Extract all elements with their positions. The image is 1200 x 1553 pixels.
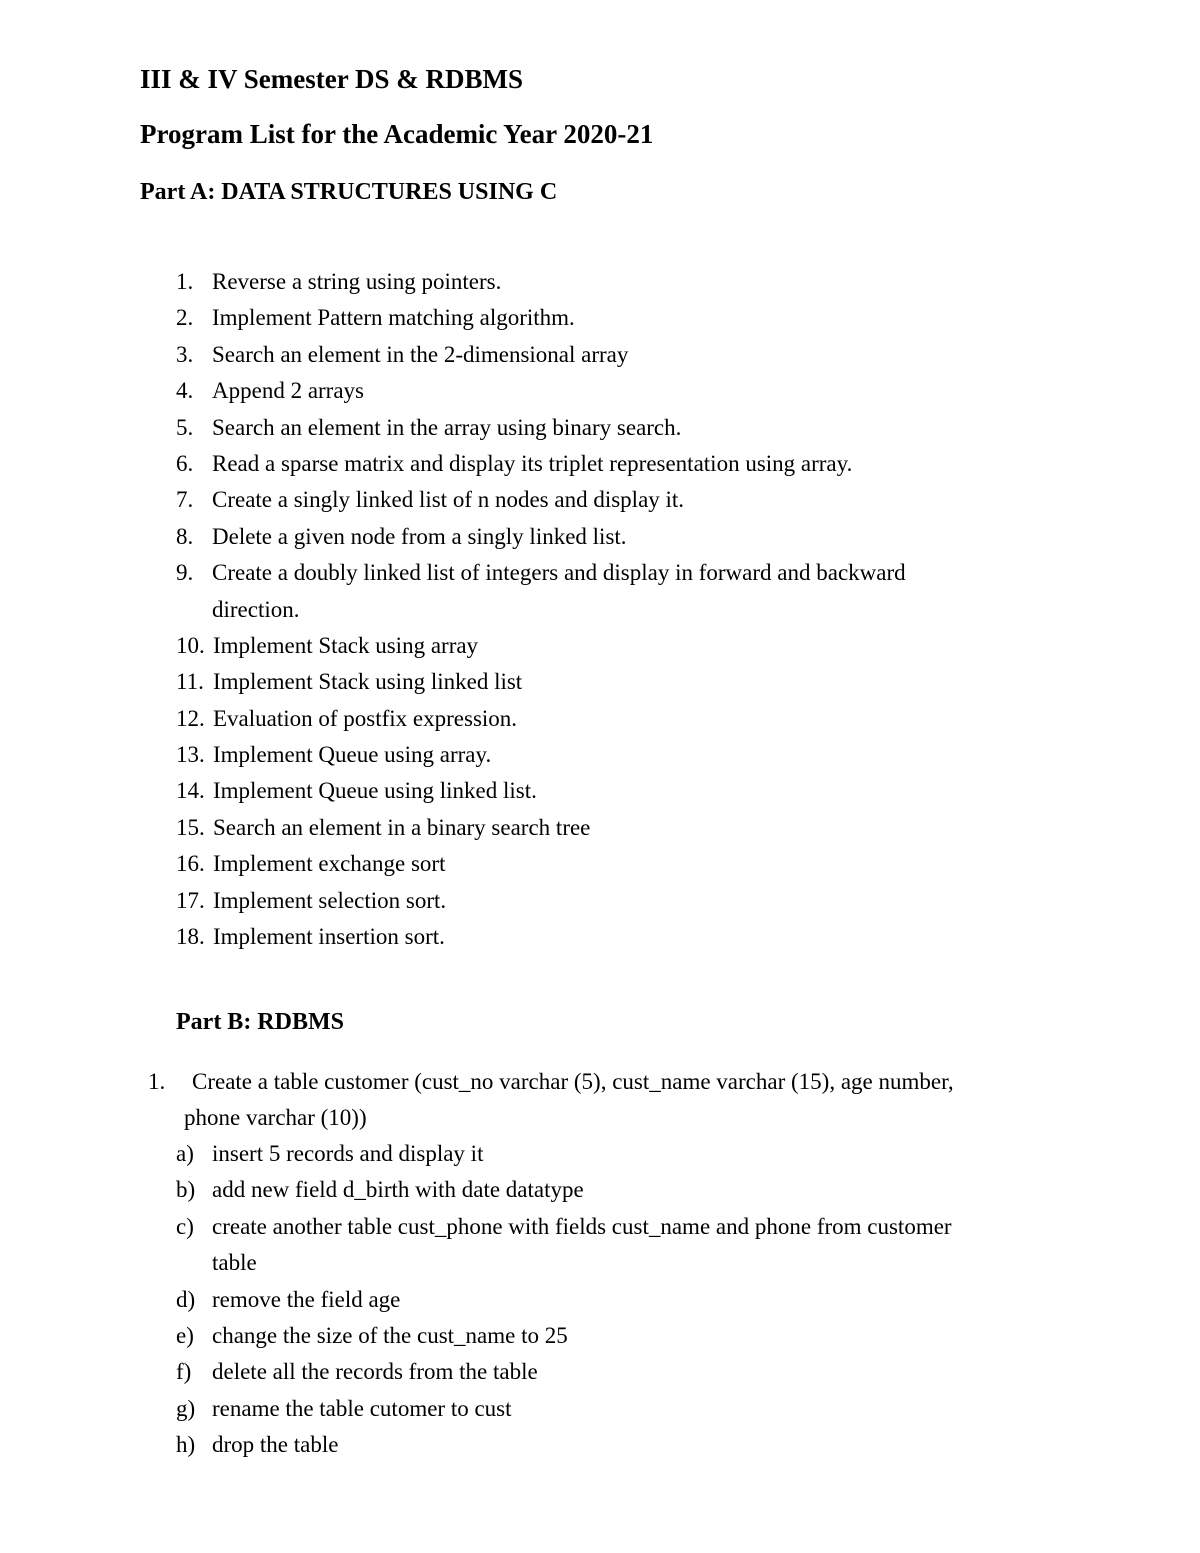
subtask-item: [0, 1391, 1200, 1427]
part-a-heading: Part A: DATA STRUCTURES USING C: [140, 179, 558, 205]
subtask-letter: g): [176, 1395, 196, 1421]
list-item-text: Implement Queue using array.: [213, 742, 492, 768]
list-item-number: 11.: [176, 669, 204, 695]
list-item-number: 9.: [176, 560, 194, 586]
document-subtitle: Program List for the Academic Year 2020-21: [140, 119, 654, 149]
subtask-letter: h): [176, 1432, 196, 1458]
list-item: [0, 810, 1200, 846]
list-item: [0, 628, 1200, 664]
list-item: [0, 482, 1200, 518]
list-item: [0, 264, 1200, 300]
list-item-text-continued: direction.: [212, 596, 300, 622]
subtask-text: remove the field age: [212, 1286, 401, 1312]
list-item-text: Implement Queue using linked list.: [213, 778, 537, 804]
subtask-item: [0, 1209, 1200, 1282]
part-a-program-list: [0, 264, 1200, 955]
list-item-number: 12.: [176, 705, 205, 731]
subtask-text: add new field d_birth with date datatype: [212, 1177, 584, 1203]
question-text-continued: phone varchar (10)): [184, 1105, 367, 1130]
list-item-text: Reverse a string using pointers.: [212, 269, 502, 294]
list-item-text: Implement selection sort.: [213, 887, 447, 913]
list-item-text: Append 2 arrays: [212, 378, 365, 404]
subtask-item: [0, 1136, 1200, 1172]
list-item-number: 3.: [176, 341, 194, 367]
subtask-letter: c): [176, 1213, 194, 1239]
list-item-number: 18.: [176, 924, 205, 950]
subtask-text: delete all the records from the table: [212, 1359, 538, 1385]
list-item-number: 14.: [176, 778, 205, 804]
list-item-text: Implement Stack using linked list: [213, 669, 523, 695]
list-item-number: 1.: [176, 269, 194, 294]
subtask-letter: d): [176, 1286, 196, 1312]
list-item-number: 10.: [176, 632, 205, 658]
subtask-text: change the size of the cust_name to 25: [212, 1322, 568, 1348]
subtask-text: insert 5 records and display it: [212, 1141, 484, 1166]
list-item-text: Implement Stack using array: [213, 632, 479, 658]
list-item: [0, 701, 1200, 737]
list-item-text: Create a singly linked list of n nodes and display it.: [212, 487, 685, 513]
subtask-text: drop the table: [212, 1432, 339, 1458]
list-item-number: 5.: [176, 414, 194, 440]
list-item-number: 16.: [176, 851, 205, 877]
list-item-number: 17.: [176, 887, 205, 913]
list-item-text: Implement Pattern matching algorithm.: [212, 305, 575, 331]
part-b-heading: Part B: RDBMS: [176, 1009, 344, 1035]
list-item-text: Read a sparse matrix and display its triplet representation using array.: [212, 450, 853, 476]
subtask-letter: f): [176, 1359, 192, 1385]
list-item-number: 13.: [176, 742, 205, 768]
list-item-text: Delete a given node from a singly linked list.: [212, 523, 627, 549]
subtask-letter: e): [176, 1322, 194, 1348]
list-item-number: 6.: [176, 450, 194, 476]
subtask-item: [0, 1172, 1200, 1208]
subtask-item: [0, 1354, 1200, 1390]
subtask-item: [0, 1427, 1200, 1463]
question-text: Create a table customer (cust_no varchar (5), cust_name varchar (15), age number,: [192, 1069, 954, 1094]
list-item: [0, 664, 1200, 700]
subtask-text: rename the table cutomer to cust: [212, 1395, 512, 1421]
subtask-item: [0, 1282, 1200, 1318]
list-item-number: 4.: [176, 378, 194, 404]
list-item-number: 8.: [176, 523, 194, 549]
list-item: [0, 737, 1200, 773]
list-item-text: Search an element in the array using binary search.: [212, 414, 682, 440]
list-item: [0, 300, 1200, 336]
list-item-number: 7.: [176, 487, 194, 513]
list-item: [0, 773, 1200, 809]
list-item-text: Search an element in a binary search tree: [213, 814, 591, 840]
list-item-text: Evaluation of postfix expression.: [213, 705, 518, 731]
subtask-text-continued: table: [212, 1250, 257, 1276]
list-item-number: 2.: [176, 305, 194, 331]
document-title: III & IV Semester DS & RDBMS: [140, 64, 523, 94]
list-item: [0, 337, 1200, 373]
list-item-text: Search an element in the 2-dimensional array: [212, 341, 629, 367]
subtask-text: create another table cust_phone with fields cust_name and phone from customer: [212, 1213, 952, 1239]
list-item: [0, 555, 1200, 628]
subtask-letter: a): [176, 1141, 194, 1166]
list-item: [0, 446, 1200, 482]
list-item: [0, 846, 1200, 882]
list-item-number: 15.: [176, 814, 205, 840]
list-item: [0, 373, 1200, 409]
list-item-text: Implement exchange sort: [213, 851, 446, 877]
question-number: 1.: [148, 1069, 166, 1094]
subtask-item: [0, 1318, 1200, 1354]
list-item: [0, 883, 1200, 919]
subtask-letter: b): [176, 1177, 196, 1203]
list-item: [0, 919, 1200, 955]
list-item-text: Implement insertion sort.: [213, 924, 445, 950]
question-subtask-list: [0, 1136, 1200, 1464]
list-item-text: Create a doubly linked list of integers and display in forward and backward: [212, 560, 906, 586]
list-item: [0, 410, 1200, 446]
list-item: [0, 519, 1200, 555]
